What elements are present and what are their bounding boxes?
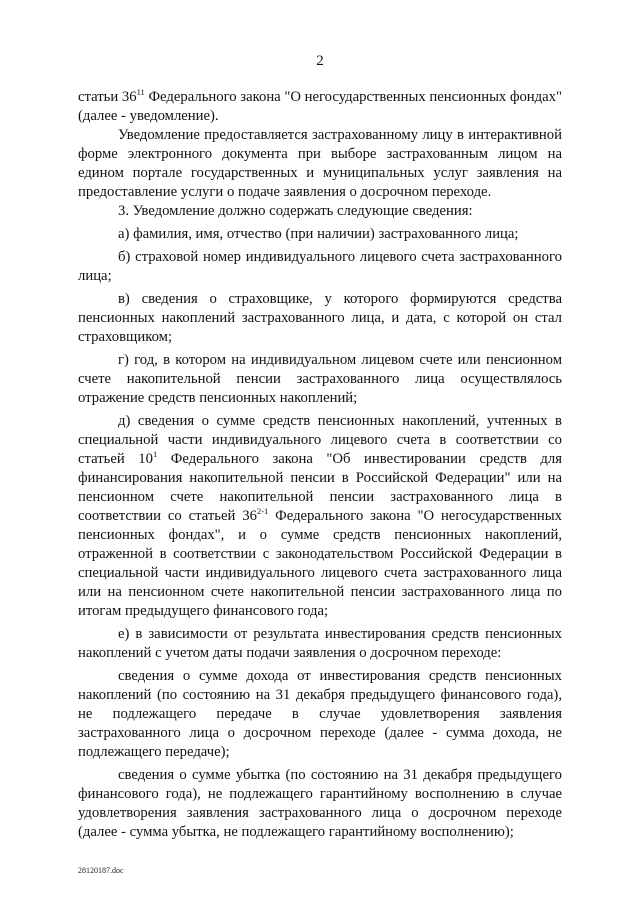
paragraph-income-info (78, 667, 562, 762)
text-run: статьи 36 (78, 89, 137, 105)
text-run: а) фамилия, имя, отчество (при наличии) застрахованного лица; (118, 226, 519, 242)
paragraph-item-e (78, 625, 562, 663)
paragraph-item-3 (78, 202, 562, 221)
superscript-index: 11 (136, 87, 145, 97)
text-run: 3. Уведомление должно содержать следующие сведения: (118, 203, 473, 219)
paragraph-continuation (78, 88, 562, 126)
text-run: Федерального закона "О негосударственных пенсионных фондах" (далее - уведомление). (78, 89, 563, 124)
text-run: сведения о сумме убытка (по состоянию на 31 декабря предыдущего финансового года), не подлежащего гарантийному восполнению в случае удовлетворения заявления застрахованного лица о досрочном переходе (далее - сумма убытка, не подлежащего гарантийному восполнению); (78, 767, 562, 840)
text-run: Федерального закона "О негосударственных пенсионных фондах", и о сумме средств пенсионных накоплений, отраженной в соответствии с законодательством Российской Федерации в специальной части индивидуального лицевого счета застрахованного лица или на пенсионном счете накопительной пенсии застрахованного лица по итогам предыдущего финансового года; (78, 508, 563, 619)
document-footer-filename: 28120187.doc (78, 866, 124, 875)
superscript-index: 1 (152, 449, 158, 459)
text-run: е) в зависимости от результата инвестирования средств пенсионных накоплений с учетом даты подачи заявления о досрочном переходе: (78, 626, 562, 661)
text-run: в) сведения о страховщике, у которого формируются средства пенсионных накоплений застрахованного лица, и дата, с которой он стал страховщиком; (78, 291, 562, 345)
paragraph-loss-info (78, 766, 562, 842)
paragraph-item-d (78, 412, 562, 621)
paragraph-item-g (78, 351, 562, 408)
text-run: д) сведения о сумме средств пенсионных накоплений, учтенных в специальной части индивидуального лицевого счета в соответствии со статьей 10 (78, 413, 562, 467)
paragraph-item-b (78, 248, 562, 286)
superscript-index: 2-1 (256, 506, 269, 516)
text-run: Федерального закона "Об инвестировании средств для финансирования накопительной пенсии в Российской Федерации" или на пенсионном счете накопительной пенсии застрахованного лица в соответствии со статьей 36 (78, 451, 562, 524)
document-body (78, 88, 562, 842)
text-run: сведения о сумме дохода от инвестирования средств пенсионных накоплений (по состоянию на 31 декабря предыдущего финансового года), не подлежащего передаче в случае удовлетворения заявления застрахованного лица о досрочном переходе (далее - сумма дохода, не подлежащего передаче); (78, 668, 562, 760)
page-number: 2 (316, 53, 324, 69)
text-run: Уведомление предоставляется застрахованному лицу в интерактивной форме электронного документа при выборе застрахованным лицом на едином портале государственных и муниципальных услуг заявления на предоставление услуги о подаче заявления о досрочном переходе. (78, 127, 562, 200)
paragraph-notification (78, 126, 562, 202)
text-run: б) страховой номер индивидуального лицевого счета застрахованного лица; (78, 249, 562, 284)
text-run: г) год, в котором на индивидуальном лицевом счете или пенсионном счете накопительной пенсии застрахованного лица осуществлялось отражение средств пенсионных накоплений; (78, 352, 562, 406)
paragraph-item-v (78, 290, 562, 347)
paragraph-item-a (78, 225, 562, 244)
